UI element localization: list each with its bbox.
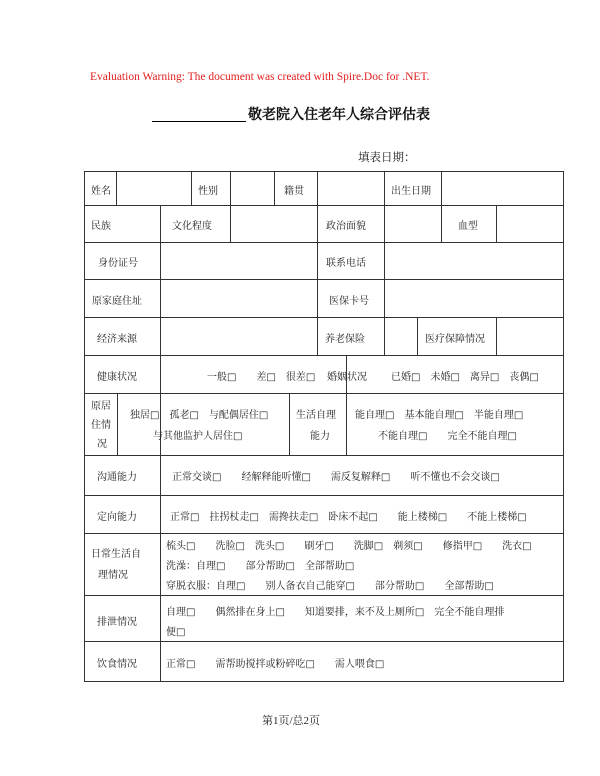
label-selfcare-1: 生活自理 <box>296 410 336 421</box>
label-residence-1: 原居 <box>91 401 111 412</box>
col-divider <box>384 242 385 355</box>
row-divider <box>84 641 564 642</box>
col-divider <box>317 242 318 355</box>
label-ethnicity: 民族 <box>91 221 111 232</box>
daily-options-3: 穿脱衣服：自理□ 别人备衣自己能穿□ 部分帮助□ 全部帮助□ <box>166 581 494 592</box>
label-education: 文化程度 <box>172 221 212 232</box>
marital-options: 已婚□ 未婚□ 离异□ 丧偶□ <box>391 372 539 383</box>
assessment-form-table <box>84 171 564 682</box>
label-gender: 性别 <box>198 186 218 197</box>
daily-options-2: 洗澡：自理□ 部分帮助□ 全部帮助□ <box>166 561 355 572</box>
col-divider <box>496 205 497 242</box>
label-econ-source: 经济来源 <box>97 334 137 345</box>
row-divider <box>84 242 564 243</box>
label-communication: 沟通能力 <box>97 472 137 483</box>
label-id-number: 身份证号 <box>98 258 138 269</box>
col-divider <box>117 393 118 455</box>
residence-options-1: 独居□ 孤老□ 与配偶居住□ <box>130 410 269 421</box>
evaluation-warning: Evaluation Warning: The document was created with Spire.Doc for .NET. <box>90 71 430 83</box>
row-divider <box>84 533 564 534</box>
col-divider <box>317 171 318 205</box>
selfcare-options-1: 能自理□ 基本能自理□ 半能自理□ <box>355 410 524 421</box>
label-birthdate: 出生日期 <box>391 186 431 197</box>
excretion-options-2: 便□ <box>166 627 186 638</box>
label-daily-2: 理情况 <box>98 570 128 581</box>
excretion-options-1: 自理□ 偶然排在身上□ 知道要排，来不及上厕所□ 完全不能自理排 <box>166 607 505 618</box>
daily-options-1: 梳头□ 洗脸□ 洗头□ 刷牙□ 洗脚□ 剃须□ 修指甲□ 洗衣□ <box>166 541 532 552</box>
label-name: 姓名 <box>91 186 111 197</box>
fill-date-label: 填表日期： <box>358 150 416 164</box>
col-divider <box>116 171 117 205</box>
col-divider <box>496 317 497 355</box>
label-hometown: 籍贯 <box>284 186 304 197</box>
col-divider <box>274 171 275 205</box>
col-divider <box>289 393 290 455</box>
label-residence-2: 住情 <box>91 420 111 431</box>
label-orientation: 定向能力 <box>97 512 137 523</box>
label-selfcare-2: 能力 <box>310 431 330 442</box>
col-divider <box>230 205 231 242</box>
label-political: 政治面貌 <box>326 221 366 232</box>
col-divider <box>317 205 318 242</box>
col-divider <box>384 205 385 242</box>
residence-options-2: 与其他监护人居住□ <box>153 431 243 442</box>
label-blood: 血型 <box>458 221 478 232</box>
form-title: 敬老院入住老年人综合评估表 <box>248 107 430 123</box>
label-marital: 婚姻状况 <box>327 372 367 383</box>
label-phone: 联系电话 <box>326 258 366 269</box>
communication-options: 正常交谈□ 经解释能听懂□ 需反复解释□ 听不懂也不会交谈□ <box>172 472 500 483</box>
col-divider <box>417 317 418 355</box>
col-divider <box>346 393 347 455</box>
col-divider <box>191 171 192 205</box>
row-divider <box>84 495 564 496</box>
selfcare-options-2: 不能自理□ 完全不能自理□ <box>378 431 517 442</box>
orientation-options: 正常□ 拄拐杖走□ 需搀扶走□ 卧床不起□ 能上楼梯□ 不能上楼梯□ <box>170 512 527 523</box>
row-divider <box>84 595 564 596</box>
label-med-security: 医疗保障情况 <box>425 334 485 345</box>
row-divider <box>84 205 564 206</box>
label-health: 健康状况 <box>97 372 137 383</box>
label-insurance-no: 医保卡号 <box>329 296 369 307</box>
label-pension: 养老保险 <box>325 334 365 345</box>
diet-options: 正常□ 需帮助搅拌或粉碎吃□ 需人喂食□ <box>166 659 385 670</box>
col-divider <box>230 171 231 205</box>
row-divider <box>84 317 564 318</box>
col-divider <box>384 171 385 205</box>
col-divider <box>441 171 442 205</box>
label-diet: 饮食情况 <box>97 659 137 670</box>
title-blank-line <box>152 121 246 122</box>
label-home-address: 原家庭住址 <box>92 296 142 307</box>
row-divider <box>84 393 564 394</box>
row-divider <box>84 279 564 280</box>
label-daily-1: 日常生活自 <box>91 549 141 560</box>
health-options: 一般□ 差□ 很差□ <box>207 372 316 383</box>
row-divider <box>84 455 564 456</box>
label-residence-3: 况 <box>97 439 107 450</box>
label-excretion: 排泄情况 <box>97 617 137 628</box>
page-number: 第1页/总2页 <box>262 715 321 727</box>
col-divider <box>441 205 442 242</box>
row-divider <box>84 355 564 356</box>
label-column-divider <box>160 205 161 681</box>
